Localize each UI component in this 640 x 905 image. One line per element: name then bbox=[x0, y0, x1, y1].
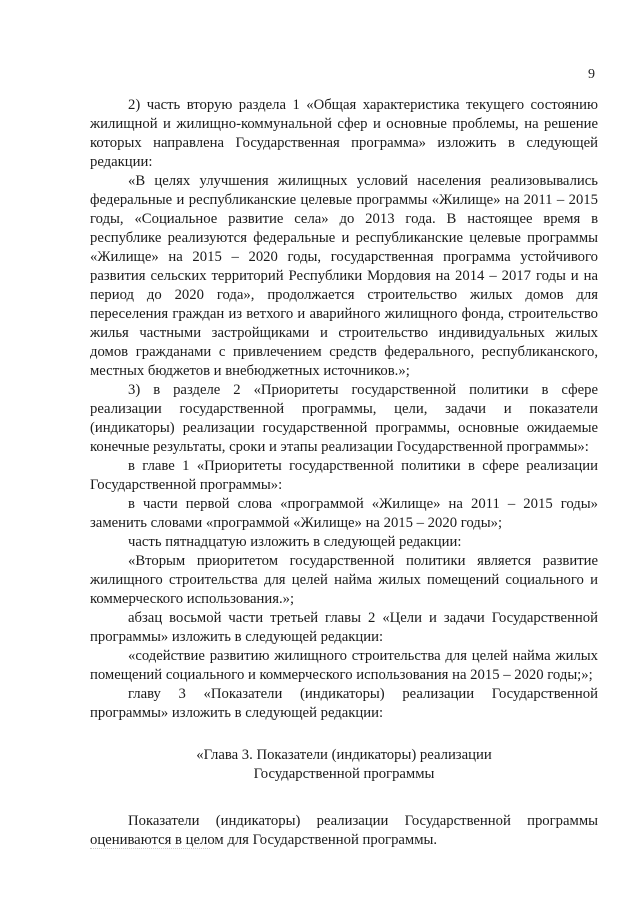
scan-artifact-line bbox=[90, 848, 210, 849]
chapter-heading-line1: «Глава 3. Показатели (индикаторы) реализации bbox=[196, 747, 492, 763]
paragraph: «В целях улучшения жилищных условий населения реализовывались федеральные и республиканские целевые программы «Жилище» на 2011 – 2015 годы, «Социальное развитие села» до 2013 года. В настоящее время в республике реализуются федеральные и республиканские целевые программы «Жилище» на 2015 – 2020 годы, государственная программа устойчивого развития сельских территорий Республики Мордовия на 2014 – 2017 годы и на период до 2020 года», продолжается строительство жилых домов для переселения граждан из ветхого и аварийного жилищного фонда, строительство жилья частными застройщиками и строительство индивидуальных жилых домов гражданами с привлечением средств федерального, республиканского, местных бюджетов и внебюджетных источников.»; bbox=[90, 173, 598, 379]
paragraph: в главе 1 «Приоритеты государственной политики в сфере реализации Государственной программы»: bbox=[90, 458, 598, 493]
paragraph: абзац восьмой части третьей главы 2 «Цели и задачи Государственной программы» изложить в следующей редакции: bbox=[90, 610, 598, 645]
document-body bbox=[90, 96, 598, 850]
paragraph: «Вторым приоритетом государственной политики является развитие жилищного строительства для целей найма жилых помещений социального и коммерческого использования.»; bbox=[90, 553, 598, 607]
chapter-heading bbox=[90, 746, 598, 784]
closing-paragraph: Показатели (индикаторы) реализации Государственной программы оцениваются в целом для Государственной программы. bbox=[90, 813, 598, 848]
paragraph: 3) в разделе 2 «Приоритеты государственной политики в сфере реализации государственной программы, цели, задачи и показатели (индикаторы) реализации государственной программы, основные ожидаемые конечные результаты, сроки и этапы реализации Государственной программы»: bbox=[90, 382, 598, 455]
paragraph: в части первой слова «программой «Жилище» на 2011 – 2015 годы» заменить словами «программой «Жилище» на 2015 – 2020 годы»; bbox=[90, 496, 598, 531]
page-number: 9 bbox=[588, 67, 595, 82]
paragraph: «содействие развитию жилищного строительства для целей найма жилых помещений социального и коммерческого использования на 2015 – 2020 годы;»; bbox=[90, 648, 598, 683]
chapter-heading-line2: Государственной программы bbox=[253, 766, 435, 782]
paragraph: главу 3 «Показатели (индикаторы) реализации Государственной программы» изложить в следующей редакции: bbox=[90, 686, 598, 721]
paragraph: часть пятнадцатую изложить в следующей редакции: bbox=[128, 534, 462, 550]
paragraph: 2) часть вторую раздела 1 «Общая характеристика текущего состоянию жилищной и жилищно-коммунальной сфер и основные проблемы, на решение которых направлена Государственная программа» изложить в следующей редакции: bbox=[90, 97, 598, 170]
